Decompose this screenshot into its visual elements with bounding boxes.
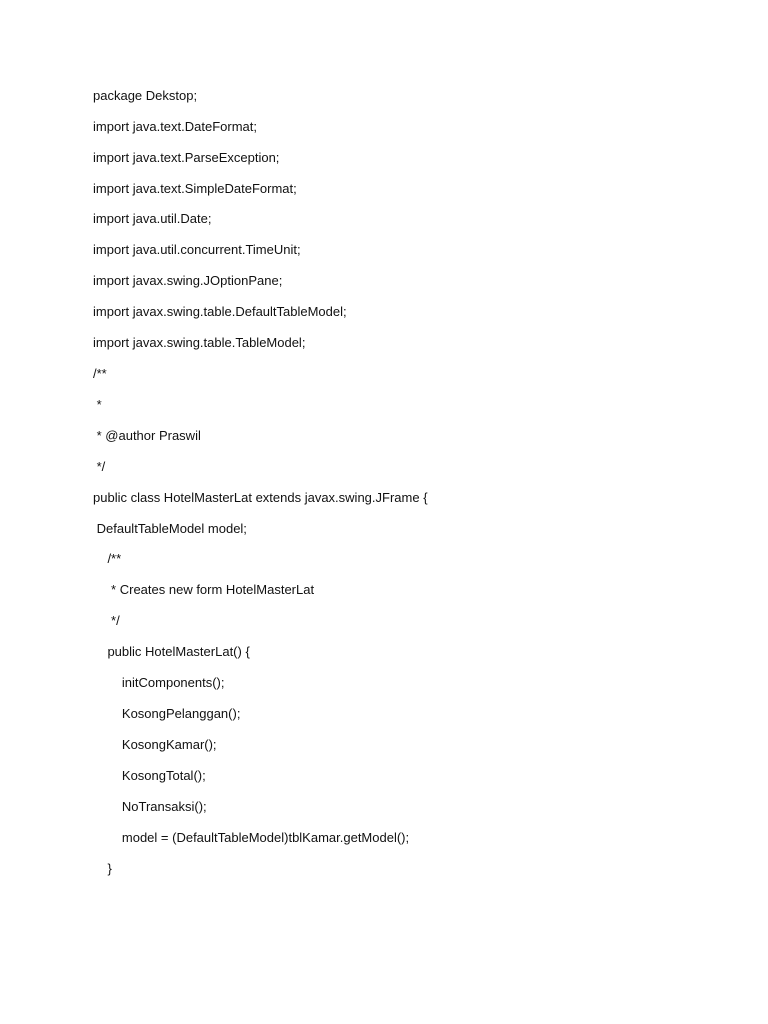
code-line-kosongkamar: KosongKamar(); — [93, 737, 217, 752]
code-line-class-declaration: public class HotelMasterLat extends javax.swing.JFrame { — [93, 490, 428, 505]
code-line-import-tablemodel: import javax.swing.table.TableModel; — [93, 335, 306, 350]
code-line-import-date: import java.util.Date; — [93, 211, 212, 226]
code-line-initcomponents: initComponents(); — [93, 675, 225, 690]
code-line-import-dateformat: import java.text.DateFormat; — [93, 119, 257, 134]
code-line-ctor-comment-open: /** — [93, 551, 122, 566]
code-line-comment-star: * — [93, 397, 102, 412]
code-line-import-parseexception: import java.text.ParseException; — [93, 150, 280, 165]
code-line-package: package Dekstop; — [93, 88, 198, 103]
code-line-import-defaulttablemodel: import javax.swing.table.DefaultTableModel; — [93, 304, 347, 319]
code-line-import-joptionpane: import javax.swing.JOptionPane; — [93, 273, 283, 288]
code-line-ctor-comment-close: */ — [93, 613, 120, 628]
code-line-constructor: public HotelMasterLat() { — [93, 644, 250, 659]
code-line-model-field: DefaultTableModel model; — [93, 521, 247, 536]
code-line-kosongtotal: KosongTotal(); — [93, 768, 206, 783]
code-line-model-assignment: model = (DefaultTableModel)tblKamar.getModel(); — [93, 830, 410, 845]
code-line-ctor-comment-text: * Creates new form HotelMasterLat — [93, 582, 315, 597]
code-line-kosongpelanggan: KosongPelanggan(); — [93, 706, 241, 721]
code-line-import-timeunit: import java.util.concurrent.TimeUnit; — [93, 242, 301, 257]
code-line-comment-open: /** — [93, 366, 107, 381]
code-line-closing-brace: } — [93, 861, 112, 876]
code-line-comment-author: * @author Praswil — [93, 428, 201, 443]
code-line-comment-close: */ — [93, 459, 106, 474]
code-line-notransaksi: NoTransaksi(); — [93, 799, 207, 814]
code-line-import-simpledateformat: import java.text.SimpleDateFormat; — [93, 181, 297, 196]
